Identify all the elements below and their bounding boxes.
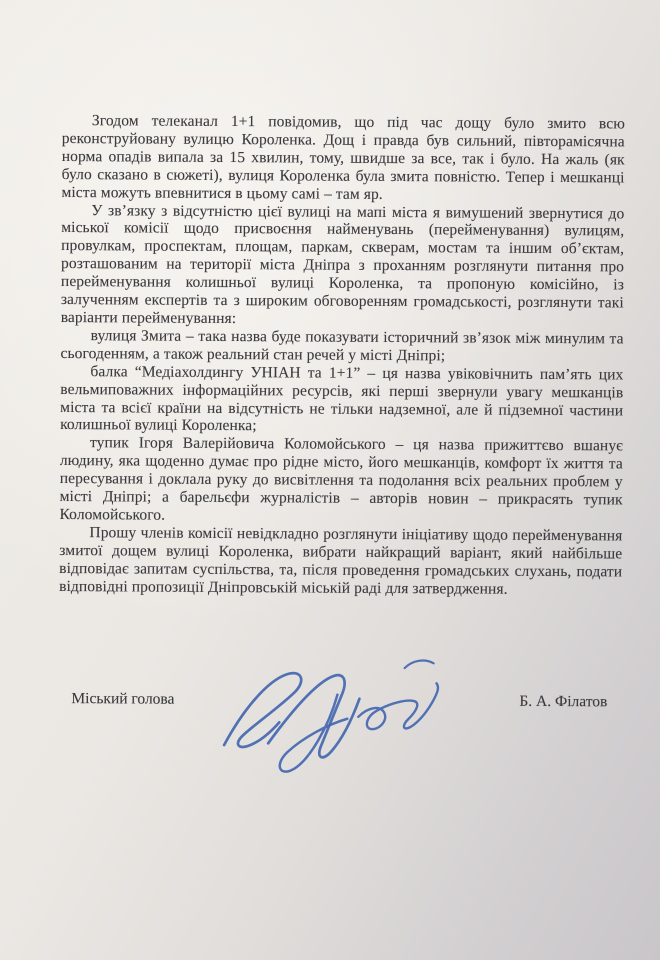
letter-paragraph: У зв’язку з відсутністю цієї вулиці на мапі міста я вимушений звернутися до міської комісії щодо присвоєння найменувань (перейменування) вулицям, провулкам, проспектам, площам, паркам, скверам, мостам та іншим об’єктам, розташованим на території міста Дніпра з проханням розглянути питання про перейменування колишньої вулиці Короленка, та пропоную комісійно, із залученням експертів та з широким обговоренням громадськості, розглянути такі варіанти перейменування: xyxy=(60,201,625,328)
letter-body xyxy=(59,112,625,599)
letter-paragraph: Згодом телеканал 1+1 повідомив, що під час дощу було змито всю реконструйовану вулицю Короленка. Дощ і правда був сильний, півторамісячна норма опадів випала за 15 хвилин, тому, швидше за все, так і було. На жаль (як було сказано в сюжеті), вулиця Короленка була змита повністю. Тепер і мешканці міста можуть впевнитися в цьому самі – там яр. xyxy=(61,112,625,203)
closing-name: Б. А. Філатов xyxy=(519,692,608,711)
letter-paragraph: тупик Ігоря Валерійовича Коломойського – ця назва прижиттєво вшанує людину, яка щоденно думає про рідне місто, його мешканців, комфорт їх життя та пересування і доклала руку до висвітлення та подолання всіх реальних проблем у місті Дніпрі; а барельєфи журналістів – авторів новин – прикрасять тупик Коломойського. xyxy=(59,434,624,524)
signature-ink-icon xyxy=(208,649,454,785)
letter-paragraph: балка “Медіахолдингу УНІАН та 1+1” – ця назва увіковічнить пам’ять цих вельмиповажних інформаційних ресурсів, які перші звернули увагу мешканців міста та всієї країни на відсутність не тільки надземної, але й підземної частини колишньої вулиці Короленка; xyxy=(60,362,624,435)
letter-paragraph: Прошу членів комісії невідкладно розглянути ініціативу щодо перейменування змитої дощем вулиці Короленка, вибрати найкращий варіант, який найбільше відповідає запитам суспільства, та, після проведення громадських слухань, подати відповідні пропозиції Дніпровській міській раді для затвердження. xyxy=(59,524,623,598)
letter-paragraph: вулиця Змита – така назва буде показувати історичний зв’язок між минулим та сьогоденням, а також реальний стан речей у місті Дніпрі; xyxy=(60,327,624,365)
closing-title: Міський голова xyxy=(71,690,175,708)
letter-sheet xyxy=(59,112,625,711)
